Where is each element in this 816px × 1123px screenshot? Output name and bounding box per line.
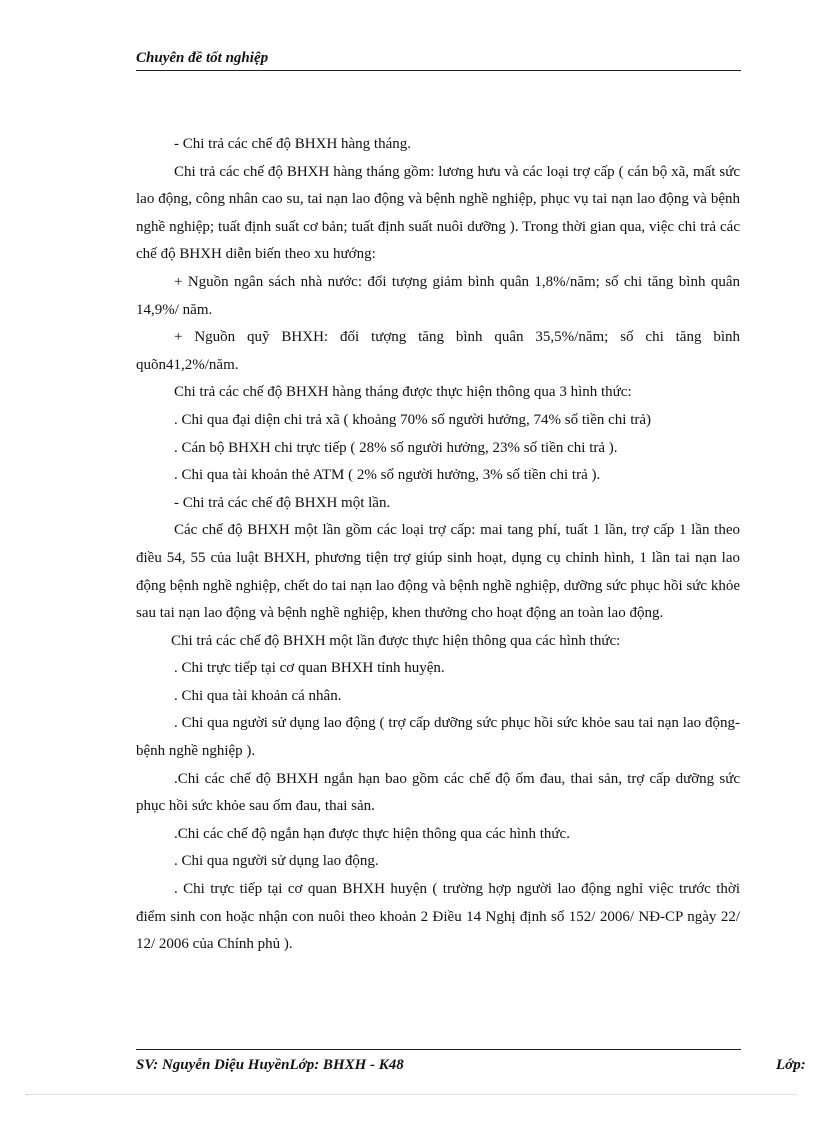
paragraph: . Chi qua tài khoản cá nhân.: [174, 687, 342, 704]
footer-divider: [136, 1049, 741, 1050]
paragraph: Chi trả các chế độ BHXH một lần được thực hiện thông qua các hình thức:: [171, 632, 621, 649]
paragraph: + Nguồn ngân sách nhà nước: đối tượng giảm bình quân 1,8%/năm; số chi tăng bình quân 14,9%/ năm.: [136, 273, 740, 318]
paragraph: . Chi trực tiếp tại cơ quan BHXH tỉnh huyện.: [174, 660, 445, 677]
paragraph: . Chi qua tài khoản thẻ ATM ( 2% số người hưởng, 3% số tiền chi trả ).: [174, 467, 601, 484]
page-bottom-dotted-line: [26, 1094, 796, 1095]
paragraph: - Chi trả các chế độ BHXH một lần.: [174, 494, 391, 511]
footer-student-info: SV: Nguyễn Diệu HuyềnLớp: BHXH - K48: [136, 1057, 404, 1073]
paragraph: . Chi qua người sử dụng lao động.: [174, 853, 379, 870]
paragraph: . Chi qua đại diện chi trả xã ( khoảng 70% số người hưởng, 74% số tiền chi trả): [174, 411, 652, 428]
page-body: [136, 131, 740, 959]
paragraph: .Chi các chế độ BHXH ngắn hạn bao gồm các chế độ ốm đau, thai sản, trợ cấp dưỡng sức phục hồi sức khỏe sau ốm đau, thai sản.: [136, 770, 740, 815]
paragraph: + Nguồn quỹ BHXH: đối tượng tăng bình quân 35,5%/năm; số chi tăng bình quõn41,2%/năm.: [136, 329, 740, 373]
paragraph: . Cán bộ BHXH chi trực tiếp ( 28% số người hưởng, 23% số tiền chi trả ).: [174, 439, 618, 456]
header-divider: [136, 70, 741, 71]
paragraph: Chi trả các chế độ BHXH hàng tháng được thực hiện thông qua 3 hình thức:: [174, 384, 632, 401]
running-header-title: Chuyên đề tốt nghiệp: [136, 50, 269, 66]
paragraph: - Chi trả các chế độ BHXH hàng tháng.: [174, 136, 412, 152]
paragraph: Các chế độ BHXH một lần gồm các loại trợ cấp: mai tang phí, tuất 1 lần, trợ cấp 1 lần theo điều 54, 55 của luật BHXH, phương tiện trợ giúp sinh hoạt, dụng cụ chỉnh hình, 1 lần tai nạn lao động bệnh nghề nghiệp, chết do tai nạn lao động và bệnh nghề nghiệp, dưỡng sức phục hồi sức khỏe sau tai nạn lao động và bệnh nghề nghiệp, khen thưởng cho hoạt động an toàn lao động.: [136, 522, 740, 622]
paragraph: . Chi qua người sử dụng lao động ( trợ cấp dưỡng sức phục hồi sức khỏe sau tai nạn lao động- bệnh nghề nghiệp ).: [136, 715, 740, 760]
paragraph: . Chi trực tiếp tại cơ quan BHXH huyện ( trường hợp người lao động nghỉ việc trước thời điểm sinh con hoặc nhận con nuôi theo khoản 2 Điều 14 Nghị định số 152/ 2006/ NĐ-CP ngày 22/ 12/ 2006 của Chính phủ ).: [136, 881, 740, 953]
paragraph: Chi trả các chế độ BHXH hàng tháng gồm: lương hưu và các loại trợ cấp ( cán bộ xã, mất sức lao động, công nhân cao su, tai nạn lao động và bệnh nghề nghiệp, phục vụ tai nạn lao động và bệnh nghề nghiệp; tuất định suất cơ bản; tuất định suất nuôi dưỡng ). Trong thời gian qua, việc chi trả các chế độ BHXH diễn biến theo xu hướng:: [136, 163, 740, 263]
footer-class-label: Lớp:: [776, 1057, 806, 1073]
paragraph: .Chi các chế độ ngắn hạn được thực hiện thông qua các hình thức.: [174, 825, 570, 842]
